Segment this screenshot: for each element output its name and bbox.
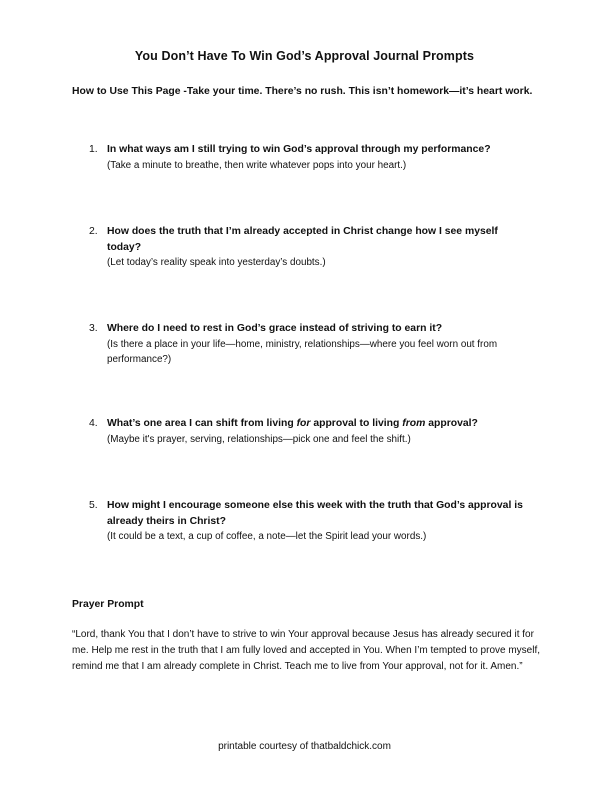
- prompt-item: [89, 416, 529, 447]
- prompt-number: 2.: [89, 226, 98, 237]
- prompt-question: How does the truth that I’m already accepted in Christ change how I see myself today?: [107, 226, 498, 253]
- prompt-item: [89, 321, 529, 368]
- question-text: What’s one area I can shift from living: [107, 418, 297, 429]
- prompt-item: [89, 224, 529, 271]
- question-text: approval to living: [310, 418, 403, 429]
- how-to-instructions: How to Use This Page -Take your time. There’s no rush. This isn’t homework—it’s heart work.: [72, 86, 533, 97]
- prompt-hint: (Let today’s reality speak into yesterday’s doubts.): [107, 257, 326, 268]
- page-title: You Don’t Have To Win God’s Approval Journal Prompts: [134, 49, 475, 63]
- prompt-number: 1.: [89, 144, 98, 155]
- prompt-question: Where do I need to rest in God’s grace instead of striving to earn it?: [107, 323, 443, 334]
- question-emphasis: from: [402, 418, 426, 429]
- prompt-number: 3.: [89, 323, 98, 334]
- prompt-item: [89, 498, 529, 545]
- prompt-item: [89, 142, 529, 173]
- prompt-hint: (It could be a text, a cup of coffee, a note—let the Spirit lead your words.): [107, 531, 427, 542]
- prompt-number: 5.: [89, 500, 98, 511]
- prompt-question: How might I encourage someone else this week with the truth that God’s approval is already theirs in Christ?: [107, 500, 523, 527]
- prompt-question: [107, 416, 529, 432]
- prompt-hint: (Is there a place in your life—home, ministry, relationships—where you feel worn out from performance?): [107, 338, 498, 365]
- question-emphasis: for: [296, 418, 311, 429]
- prayer-text: “Lord, thank You that I don’t have to strive to win Your approval because Jesus has already secured it for me. Help me rest in the truth that I am fully loved and accepted in You. When I’m tempted to prove myself, remind me that I am already complete in Christ. Teach me to live from Your approval, not for it. Amen.”: [72, 629, 541, 672]
- prompt-question: In what ways am I still trying to win God’s approval through my performance?: [107, 144, 491, 155]
- prayer-heading: Prayer Prompt: [72, 599, 144, 610]
- question-text: approval?: [425, 418, 478, 429]
- page-footer: printable courtesy of thatbaldchick.com: [218, 741, 391, 752]
- prompt-number: 4.: [89, 418, 98, 429]
- prompt-hint: (Take a minute to breathe, then write whatever pops into your heart.): [107, 159, 407, 171]
- prompt-hint: (Maybe it's prayer, serving, relationships—pick one and feel the shift.): [107, 433, 411, 445]
